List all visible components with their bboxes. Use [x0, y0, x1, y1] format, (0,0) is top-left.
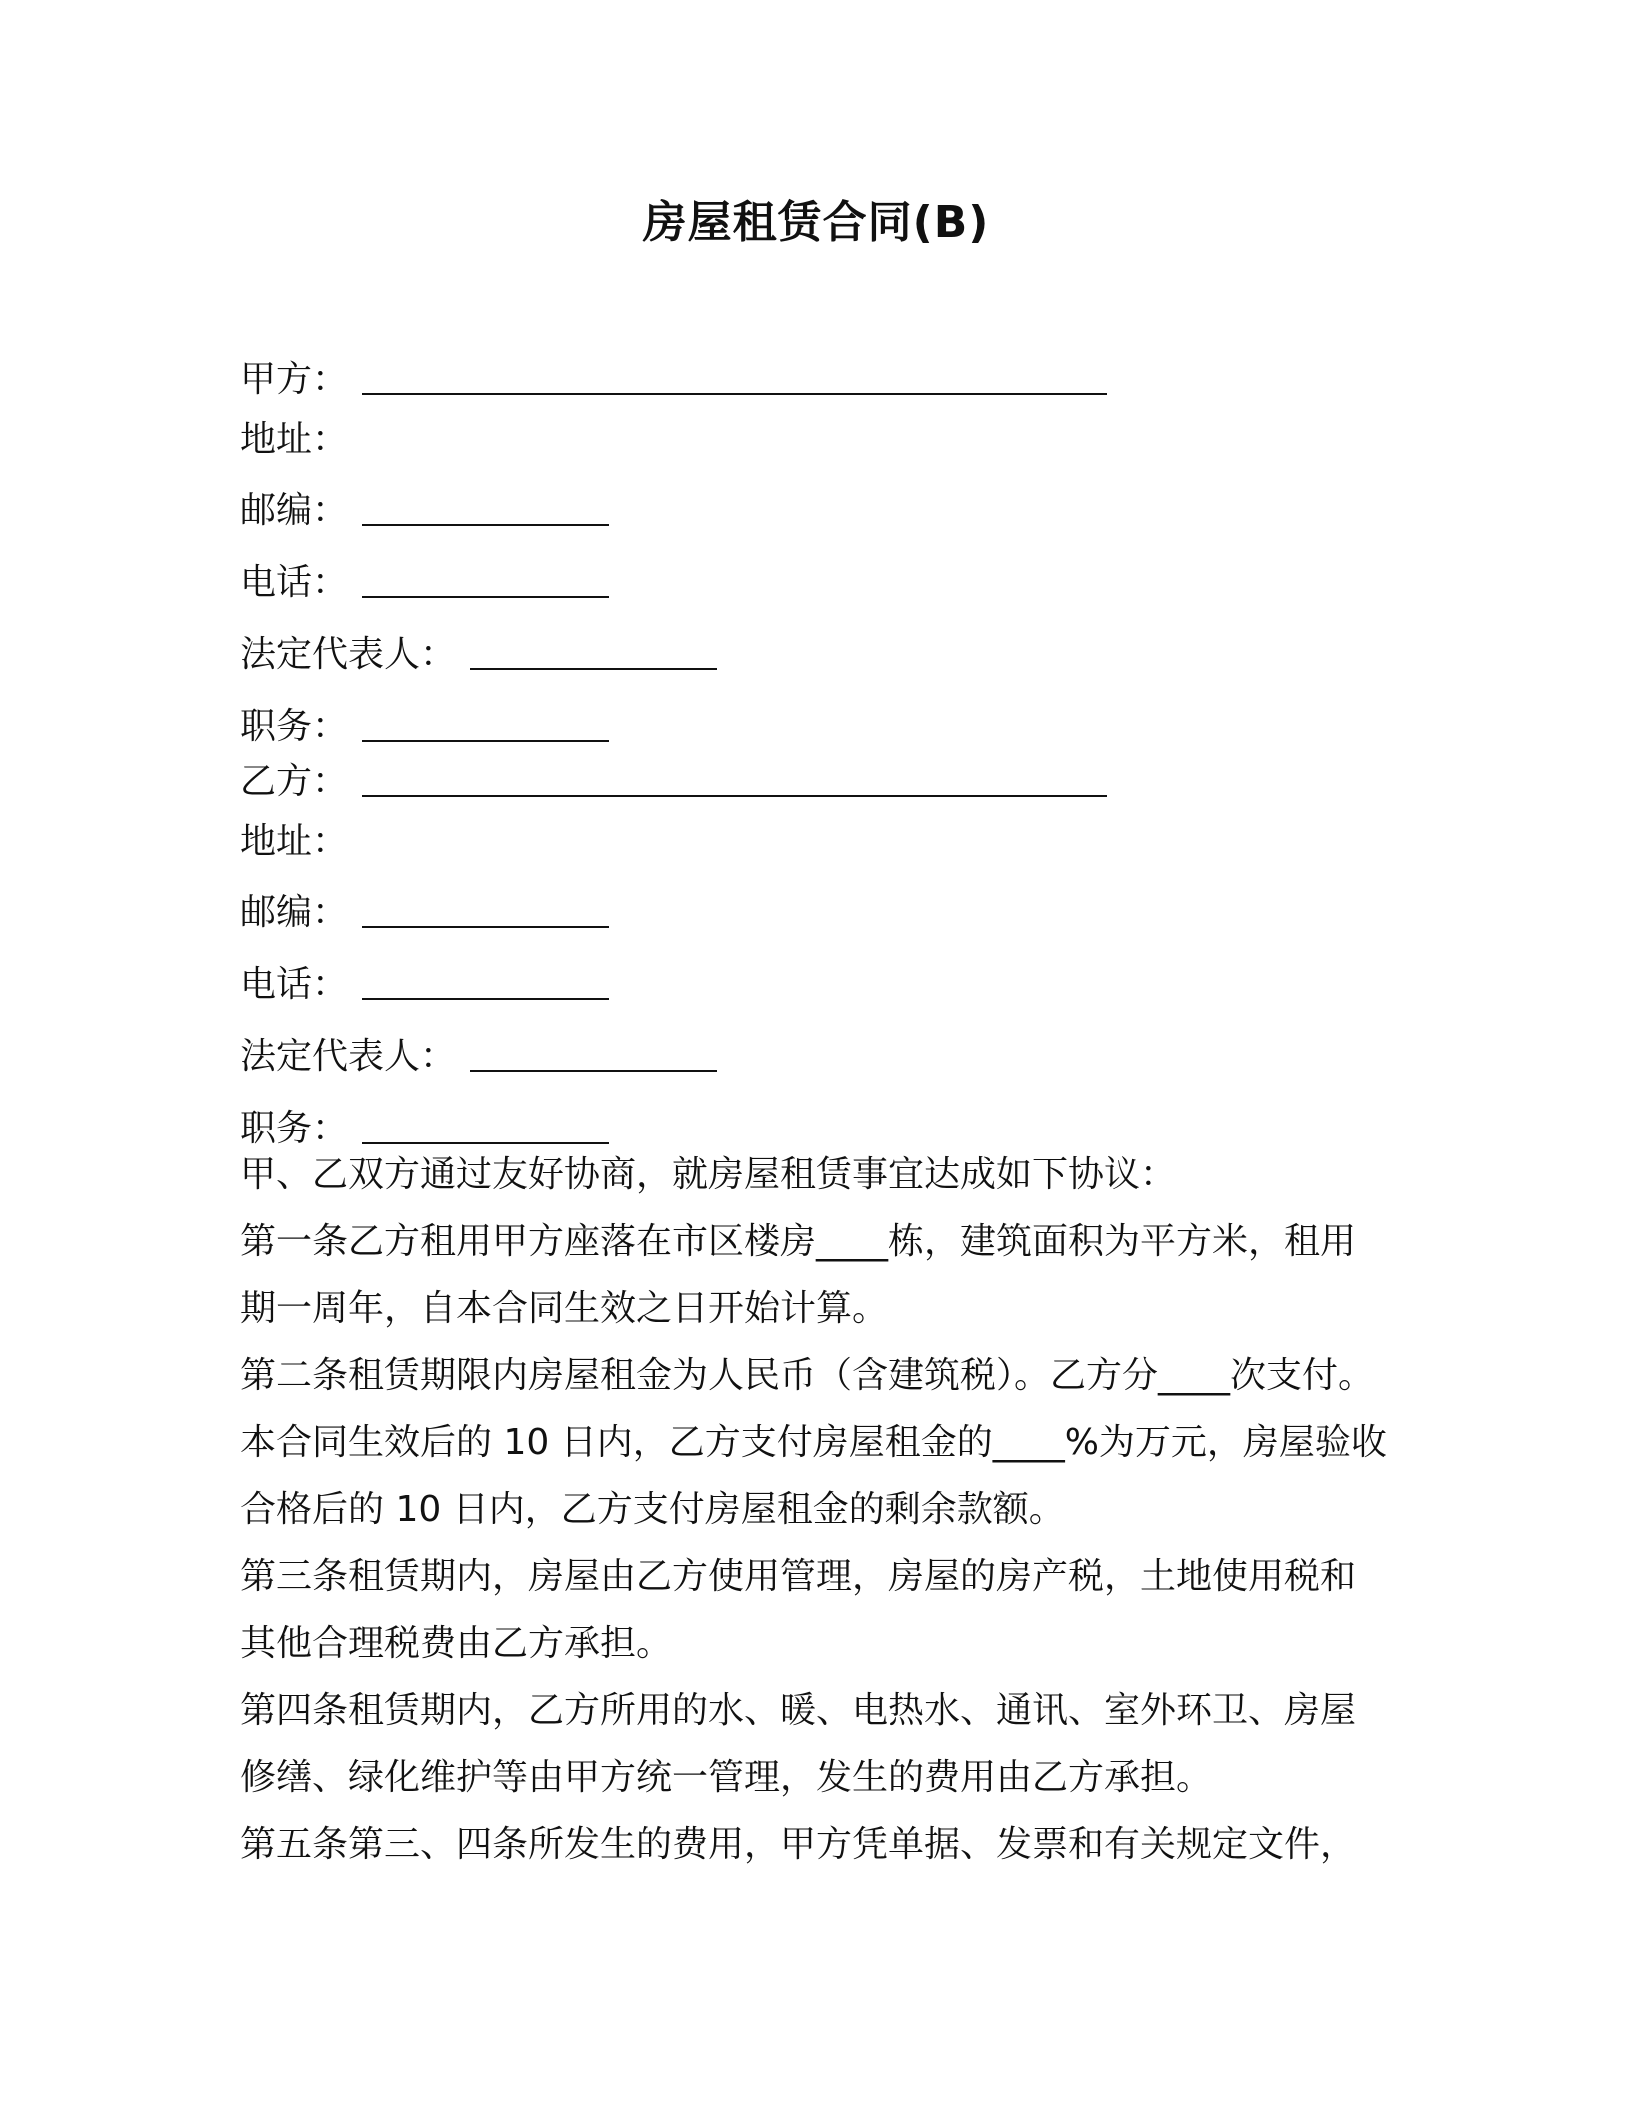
article-2: 第二条租赁期限内房屋租金为人民币（含建筑税）。乙方分____次支付。本合同生效后的 10 日内，乙方支付房屋租金的____%为万元，房屋验收合格后的 10 日内，乙方支付房屋租金的剩余款额。 — [240, 1355, 1387, 1530]
party-a-block — [240, 353, 1390, 749]
party-a-phone-field — [240, 556, 1390, 605]
party-a-address-field — [240, 418, 1390, 462]
party-a-legal-rep-blank — [470, 632, 717, 670]
party-b-name-blank — [362, 759, 1107, 797]
party-a-name-label: 甲方： — [240, 359, 349, 400]
article-3: 第三条租赁期内，房屋由乙方使用管理，房屋的房产税，土地使用税和其他合理税费由乙方承担。 — [240, 1556, 1357, 1664]
party-a-postcode-label: 邮编： — [240, 490, 349, 531]
party-b-position-label: 职务： — [240, 1108, 349, 1149]
party-a-legal-rep-label: 法定代表人： — [240, 634, 457, 675]
party-b-legal-rep-blank — [470, 1034, 717, 1072]
party-a-position-label: 职务： — [240, 706, 349, 747]
party-a-phone-label: 电话： — [240, 562, 349, 603]
party-b-address-field — [240, 820, 1390, 864]
party-a-name-field — [240, 353, 1390, 402]
party-b-phone-field — [240, 958, 1390, 1007]
party-a-position-field — [240, 700, 1390, 749]
party-b-block — [240, 755, 1390, 1151]
party-b-postcode-field — [240, 886, 1390, 935]
article-5: 第五条第三、四条所发生的费用，甲方凭单据、发票和有关规定文件， — [240, 1824, 1357, 1865]
party-a-postcode-blank — [362, 488, 609, 526]
article-4: 第四条租赁期内，乙方所用的水、暖、电热水、通讯、室外环卫、房屋修缮、绿化维护等由甲方统一管理，发生的费用由乙方承担。 — [240, 1690, 1357, 1798]
party-a-name-blank — [362, 357, 1107, 395]
article-1: 第一条乙方租用甲方座落在市区楼房____栋，建筑面积为平方米，租用期一周年，自本合同生效之日开始计算。 — [240, 1221, 1357, 1329]
contract-body — [240, 1141, 1390, 1878]
party-a-position-blank — [362, 704, 609, 742]
party-b-postcode-blank — [362, 890, 609, 928]
document-title: 房屋租赁合同(B) — [642, 197, 990, 248]
party-b-phone-label: 电话： — [240, 964, 349, 1005]
party-b-address-label: 地址： — [240, 821, 349, 862]
party-b-legal-rep-field — [240, 1030, 1390, 1079]
party-b-name-field — [240, 755, 1390, 804]
party-b-postcode-label: 邮编： — [240, 892, 349, 933]
party-b-legal-rep-label: 法定代表人： — [240, 1036, 457, 1077]
intro-paragraph: 甲、乙双方通过友好协商，就房屋租赁事宜达成如下协议： — [240, 1154, 1177, 1195]
party-b-position-blank — [362, 1106, 609, 1144]
party-a-postcode-field — [240, 484, 1390, 533]
party-a-phone-blank — [362, 560, 609, 598]
party-a-address-label: 地址： — [240, 419, 349, 460]
party-a-legal-rep-field — [240, 628, 1390, 677]
party-b-name-label: 乙方： — [240, 761, 349, 802]
party-b-phone-blank — [362, 962, 609, 1000]
